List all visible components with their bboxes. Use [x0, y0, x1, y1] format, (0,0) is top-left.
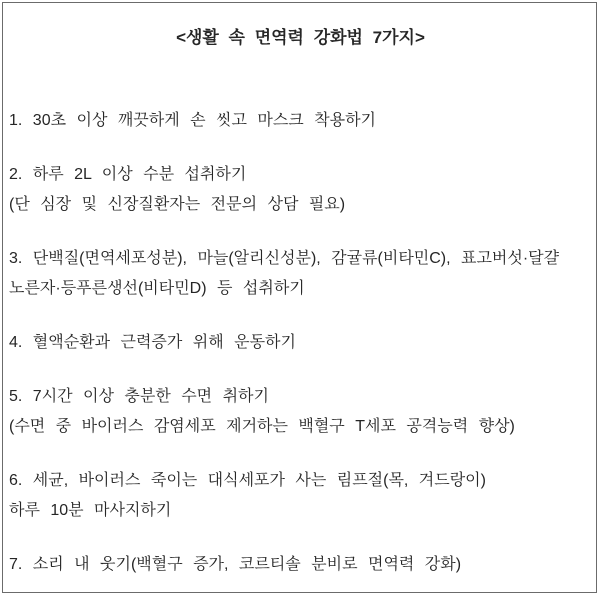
list-item-line: 7. 소리 내 웃기(백혈구 증가, 코르티솔 분비로 면역력 강화) [9, 556, 462, 573]
list-item-line: 하루 10분 마사지하기 [9, 502, 172, 519]
list-item-line: 노른자·등푸른생선(비타민D) 등 섭취하기 [9, 280, 305, 297]
list-item [9, 160, 592, 220]
list-item-line: 4. 혈액순환과 근력증가 위해 운동하기 [9, 334, 296, 351]
list-item [9, 466, 592, 526]
list-item [9, 106, 592, 136]
list-item [9, 244, 592, 304]
list-item-line: 3. 단백질(면역세포성분), 마늘(알리신성분), 감귤류(비타민C), 표고버섯·달걀 [9, 250, 560, 267]
list-item-line: 2. 하루 2L 이상 수분 섭취하기 [9, 166, 247, 183]
list-item-line: 6. 세균, 바이러스 죽이는 대식세포가 사는 림프절(목, 겨드랑이) [9, 472, 486, 489]
list-item [9, 550, 592, 580]
list-item [9, 382, 592, 442]
list-item-line: (단 심장 및 신장질환자는 전문의 상담 필요) [9, 196, 346, 213]
page-title: <생활 속 면역력 강화법 7가지> [176, 28, 425, 47]
list-item-line: 1. 30초 이상 깨끗하게 손 씻고 마스크 착용하기 [9, 112, 377, 129]
document-border-box [2, 2, 597, 593]
list-item-line: 5. 7시간 이상 충분한 수면 취하기 [9, 388, 269, 405]
list-item [9, 328, 592, 358]
immunity-tips-list [9, 106, 592, 580]
list-item-line: (수면 중 바이러스 감염세포 제거하는 백혈구 T세포 공격능력 향상) [9, 418, 515, 435]
